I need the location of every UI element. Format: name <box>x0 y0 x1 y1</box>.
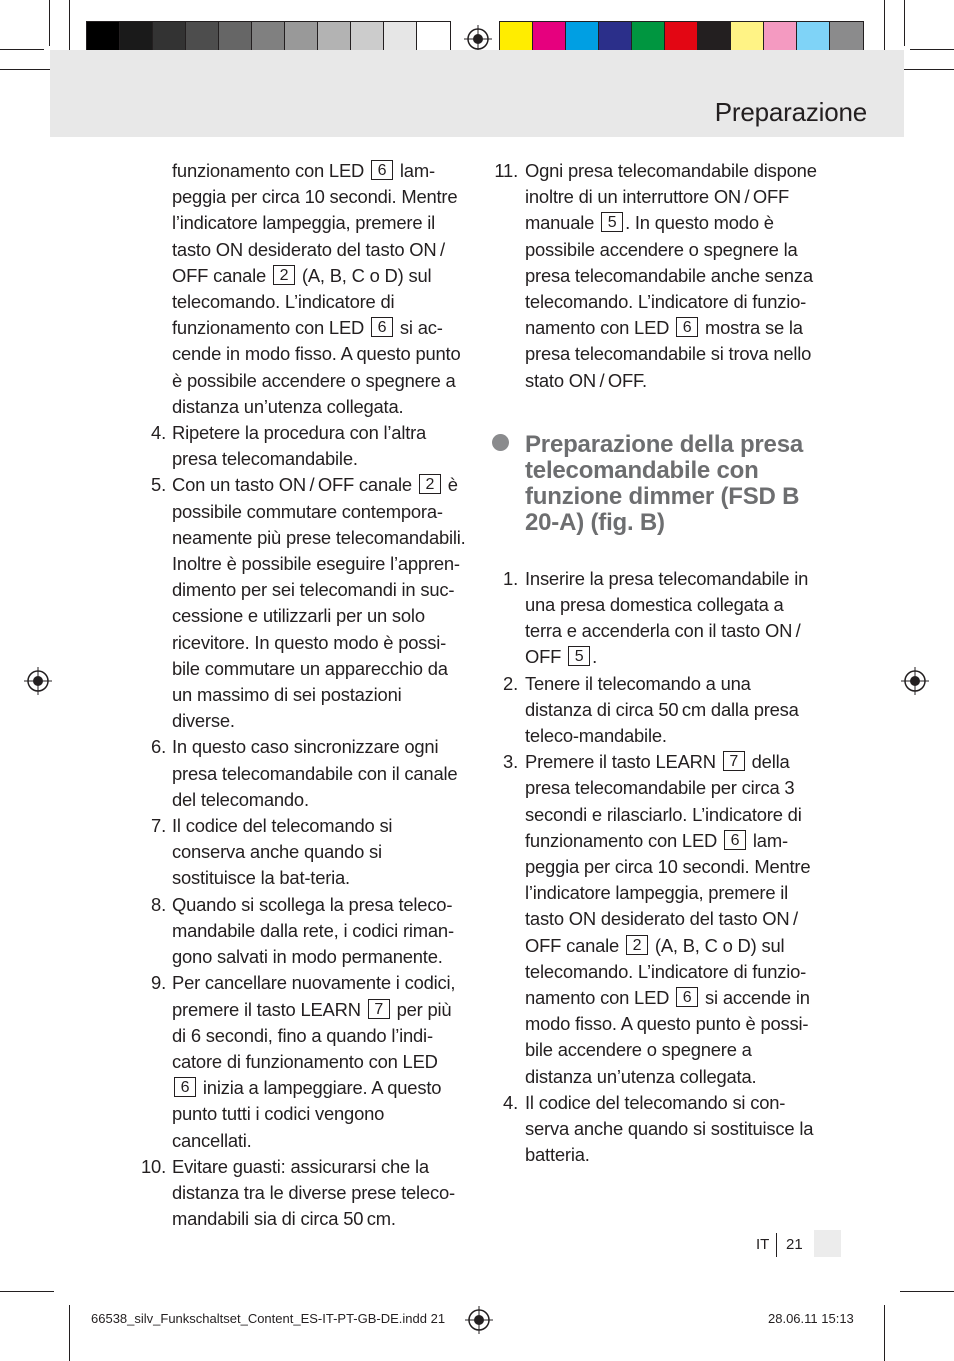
list-item <box>100 472 466 734</box>
step-text: Ogni presa telecomandabile dispone inoltre di un interruttore ON / OFF manuale <box>525 160 817 234</box>
part-reference-box: 5 <box>568 646 590 666</box>
part-reference-box: 2 <box>626 935 648 955</box>
step-text: . In questo modo è possibile accendere o spegnere la presa telecomandabile anche senza telecomando. L’indicatore di funzio-namento con LED <box>525 212 813 339</box>
registration-mark-icon <box>901 667 929 695</box>
step-text: della presa telecomandabile per circa 3 secondi e rilasciarlo. L’indicatore di funzionamento con LED <box>525 751 802 851</box>
slug-filename: 66538_silv_Funkschaltset_Content_ES-IT-PT-GB-DE.indd 21 <box>91 1311 446 1326</box>
registration-mark-icon <box>465 1306 493 1334</box>
footer-divider <box>776 1233 777 1257</box>
crop-mark <box>884 1305 885 1361</box>
part-reference-box: 2 <box>273 265 295 285</box>
part-reference-box: 6 <box>676 317 698 337</box>
step-number: 5. <box>151 474 166 496</box>
part-reference-box: 7 <box>723 751 745 771</box>
bullet-dot-icon <box>492 434 509 451</box>
step-text: Evitare guasti: assicurarsi che la distanza tra le diverse prese teleco-mandabili sia di circa 50 cm. <box>172 1155 455 1230</box>
step-text: Ripetere la procedura con l’altra presa telecomandabile. <box>172 422 427 470</box>
step-number: 2. <box>503 672 518 694</box>
list-item <box>100 734 466 813</box>
step-number: 3. <box>503 751 518 773</box>
list-item <box>470 671 820 750</box>
page-number: 21 <box>786 1236 803 1253</box>
crop-mark <box>69 0 70 52</box>
crop-mark <box>900 1291 954 1292</box>
step-text: mostra se la presa telecomandabile si trova nello stato ON / OFF. <box>525 317 812 391</box>
step-number: 9. <box>151 972 166 994</box>
part-reference-box: 6 <box>724 830 746 850</box>
list-item <box>470 749 820 1090</box>
step-text: è possibile commutare contempora-neamente più prese telecomandabili. Inoltre è possibile eseguire l’appren-dimento per sei telecomandi in suc-cessione e utilizzarli per un solo ricevitore. In questo modo è possi-bile commutare un apparecchio da un massimo di sei postazioni diverse. <box>172 474 466 732</box>
crop-mark <box>49 0 50 46</box>
right-step-list-top <box>470 158 820 394</box>
step-number: 4. <box>151 422 166 444</box>
crop-mark <box>0 1291 54 1292</box>
registration-mark-icon <box>464 25 492 53</box>
crop-mark <box>884 0 885 52</box>
step-text: Il codice del telecomando si con-serva anche quando si sostituisce la batteria. <box>525 1091 814 1166</box>
page-tab-box <box>814 1230 841 1257</box>
list-item <box>100 892 466 971</box>
step-text: si ac-cende in modo fisso. A questo punto è possibile accendere o spegnere a distanza un’utenza collegata. <box>172 317 461 417</box>
slug-timestamp: 28.06.11 15:13 <box>768 1311 854 1326</box>
page-title: Preparazione <box>714 97 867 127</box>
step-text: . <box>592 646 598 668</box>
list-item <box>470 566 820 671</box>
crop-mark <box>69 1305 70 1361</box>
language-code: IT <box>756 1236 770 1253</box>
part-reference-box: 2 <box>419 474 441 494</box>
step-text: In questo caso sincronizzare ogni presa telecomandabile con il canale del telecomando. <box>172 736 458 810</box>
step-number: 10. <box>141 1155 166 1177</box>
crop-mark <box>900 69 954 70</box>
list-item <box>100 970 466 1153</box>
part-reference-box: 6 <box>174 1077 196 1097</box>
step-text: funzionamento con LED <box>172 160 369 181</box>
part-reference-box: 6 <box>371 317 393 337</box>
registration-mark-icon <box>24 667 52 695</box>
step-text: si accende in modo fisso. A questo punto è possi-bile accendere o spegnere a distanza un’utenza collegata. <box>525 987 810 1087</box>
list-item <box>470 158 820 394</box>
step-text: lam-peggia per circa 10 secondi. Mentre l’indicatore lampeggia, premere il tasto ON desiderato del tasto ON / OFF canale <box>525 829 811 956</box>
right-step-list <box>470 566 820 1169</box>
part-reference-box: 6 <box>371 160 393 180</box>
step-number: 6. <box>151 736 166 758</box>
section-heading <box>470 432 820 536</box>
crop-mark <box>910 49 954 50</box>
step-text: Quando si scollega la presa teleco-mandabile dalla rete, i codici riman-gono salvati in modo permanente. <box>172 893 454 968</box>
list-item <box>470 1090 820 1169</box>
step-text: Con un tasto ON / OFF canale <box>172 474 417 496</box>
step-text: Premere il tasto LEARN <box>525 751 721 773</box>
step-text: Tenere il telecomando a una distanza di circa 50 cm dalla presa teleco-mandabile. <box>525 672 799 747</box>
step-text: per più di 6 secondi, fino a quando l’indi-catore di funzionamento con LED <box>172 998 452 1072</box>
continued-step-text <box>100 158 466 420</box>
crop-mark <box>0 69 54 70</box>
section-heading-text: Preparazione della presa telecomandabile con funzione dimmer (FSD B 20-A) (fig. B) <box>525 430 803 536</box>
step-text: Per cancellare nuovamente i codici, premere il tasto LEARN <box>172 972 456 1020</box>
left-column <box>100 158 466 1232</box>
step-text: (A, B, C o D) sul telecomando. L’indicatore di funzionamento con LED <box>172 264 432 339</box>
step-number: 1. <box>503 567 518 589</box>
step-number: 11. <box>494 160 518 181</box>
step-text: lam-peggia per circa 10 secondi. Mentre l’indicatore lampeggia, premere il tasto ON desiderato del tasto ON / OFF canale <box>172 160 458 286</box>
step-text: Inserire la presa telecomandabile in una presa domestica collegata a terra e accenderla con il tasto ON / OFF <box>525 567 809 668</box>
step-number: 8. <box>151 893 166 915</box>
step-text: Il codice del telecomando si conserva anche quando si sostituisce la bat-teria. <box>172 815 393 889</box>
part-reference-box: 7 <box>368 999 390 1019</box>
list-item <box>100 1154 466 1233</box>
step-text: inizia a lampeggiare. A questo punto tutti i codici vengono cancellati. <box>172 1077 442 1151</box>
crop-mark <box>0 49 44 50</box>
step-number: 7. <box>151 815 166 837</box>
list-item <box>100 420 466 472</box>
left-step-list <box>100 420 466 1232</box>
right-column <box>470 158 820 1169</box>
part-reference-box: 6 <box>676 987 698 1007</box>
step-text: (A, B, C o D) sul telecomando. L’indicatore di funzio-namento con LED <box>525 934 807 1009</box>
part-reference-box: 5 <box>601 212 623 232</box>
step-number: 4. <box>503 1091 518 1113</box>
list-item <box>100 813 466 892</box>
crop-mark <box>904 0 905 46</box>
